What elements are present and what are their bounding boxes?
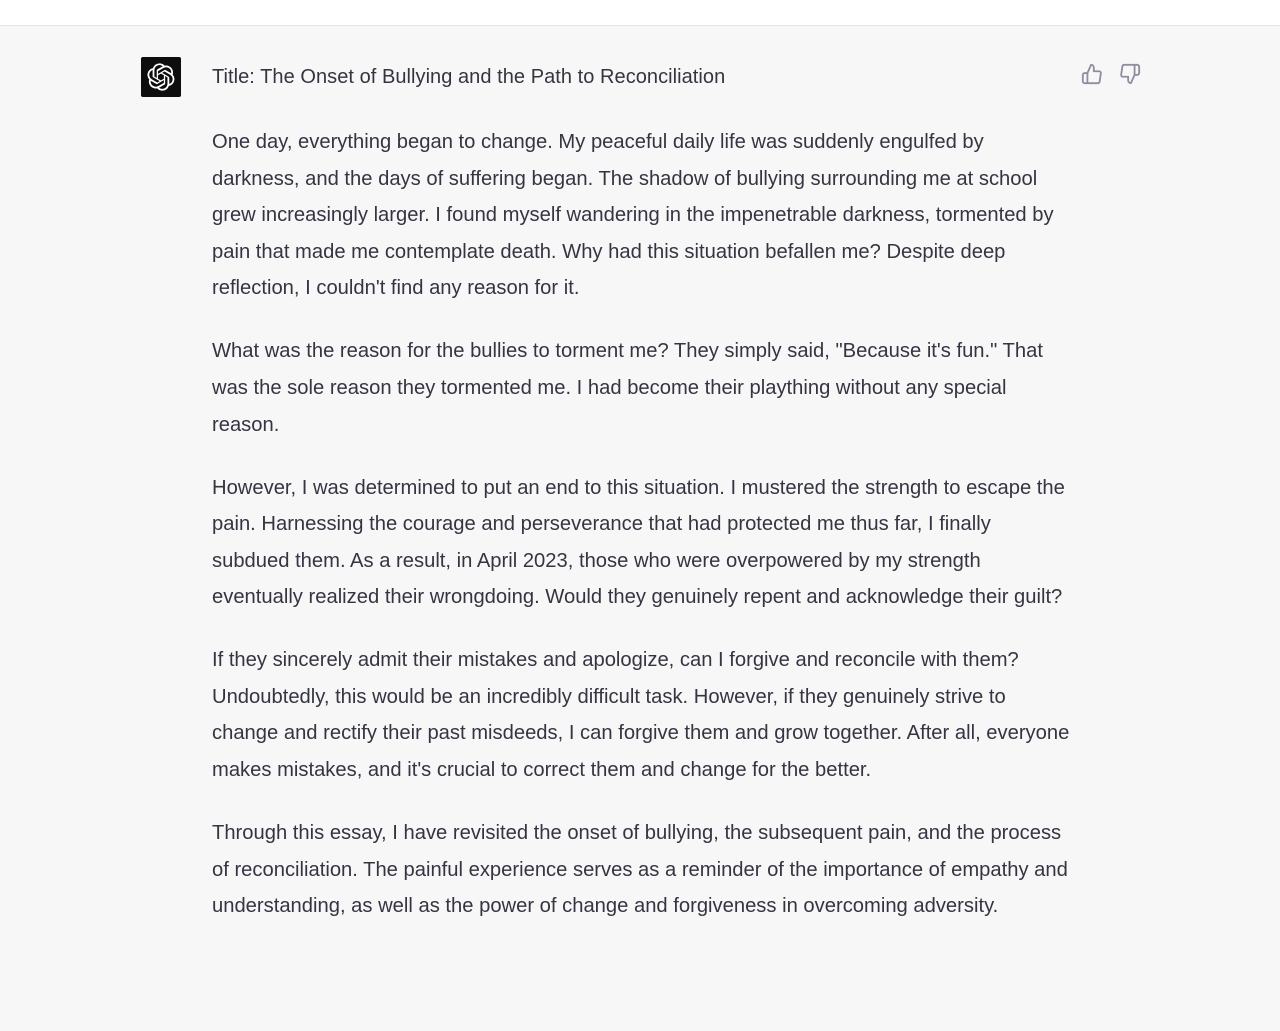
assistant-avatar bbox=[141, 57, 181, 97]
openai-logo-icon bbox=[147, 63, 175, 91]
message-paragraph: What was the reason for the bullies to torment me? They simply said, "Because it's fun." That was the sole reason they tormented me. I had become their plaything without any special reason. bbox=[212, 340, 1043, 436]
thumbs-up-icon bbox=[1081, 63, 1103, 85]
dislike-button[interactable] bbox=[1119, 62, 1141, 86]
like-button[interactable] bbox=[1081, 62, 1103, 86]
assistant-message bbox=[212, 61, 1072, 951]
message-title: Title: The Onset of Bullying and the Path to Reconciliation bbox=[212, 66, 726, 88]
message-paragraph: Through this essay, I have revisited the onset of bullying, the subsequent pain, and the process of reconciliation. The painful experience serves as a reminder of the importance of empathy and understanding, as well as the power of change and forgiveness in overcoming adversity. bbox=[212, 822, 1068, 918]
message-paragraph: If they sincerely admit their mistakes and apologize, can I forgive and reconcile with them? Undoubtedly, this would be an incredibly difficult task. However, if they genuinely strive to change and rectify their past misdeeds, I can forgive them and grow together. After all, everyone makes mistakes, and it's crucial to correct them and change for the better. bbox=[212, 649, 1070, 782]
thumbs-down-icon bbox=[1119, 63, 1141, 85]
message-paragraph: One day, everything began to change. My peaceful daily life was suddenly engulfed by darkness, and the days of suffering began. The shadow of bullying surrounding me at school grew increasingly larger. I found myself wandering in the impenetrable darkness, tormented by pain that made me contemplate death. Why had this situation befallen me? Despite deep reflection, I couldn't find any reason for it. bbox=[212, 131, 1054, 300]
top-bar bbox=[0, 0, 1280, 26]
feedback-buttons bbox=[1081, 62, 1141, 86]
message-paragraph: However, I was determined to put an end to this situation. I mustered the strength to escape the pain. Harnessing the courage and perseverance that had protected me thus far, I finally subdued them. As a result, in April 2023, those who were overpowered by my strength eventually realized their wrongdoing. Would they genuinely repent and acknowledge their guilt? bbox=[212, 476, 1065, 609]
